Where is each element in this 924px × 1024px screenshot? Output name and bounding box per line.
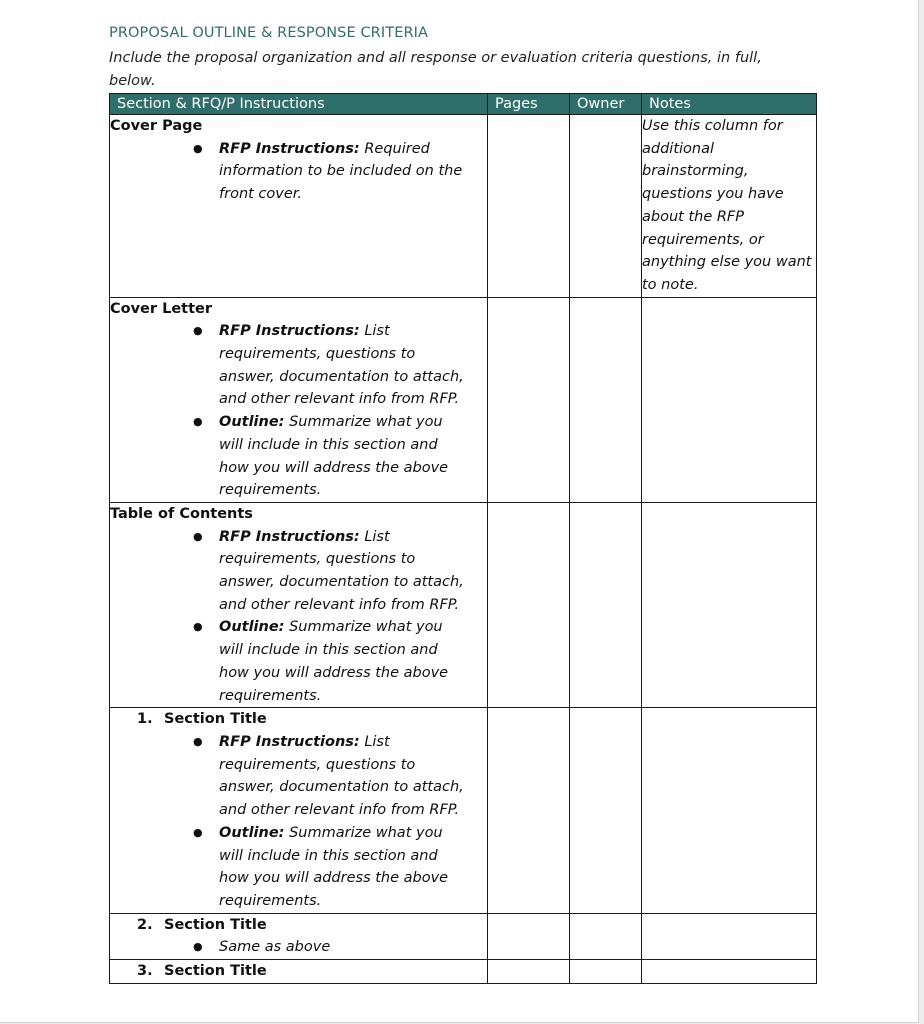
header-pages: Pages [488, 94, 570, 115]
notes-cell: Use this column for additional brainstorming, questions you have about the RFP requirements, or anything else you want to note. [642, 115, 817, 298]
instruction-list [110, 526, 487, 708]
section-title: Section Title [164, 963, 267, 980]
section-cell [110, 913, 488, 959]
item-text: Summarize what you will include in this section and how you will address the above requirements. [219, 824, 449, 909]
section-cell [110, 502, 488, 707]
instruction-list [110, 731, 487, 913]
pages-cell [488, 115, 570, 298]
section-number: 1. [137, 711, 153, 728]
page-subtitle: Include the proposal organization and all response or evaluation criteria questions, in full, below. [109, 50, 762, 89]
section-number: 3. [137, 963, 153, 980]
section-title: Cover Page [110, 118, 203, 134]
owner-cell [570, 913, 642, 959]
notes-cell [642, 960, 817, 984]
item-label: RFP Instructions: [219, 733, 360, 750]
section-title: Section Title [164, 711, 267, 728]
outline-table [109, 93, 817, 984]
notes-cell [642, 297, 817, 502]
item-text: List requirements, questions to answer, documentation to attach, and other relevant info from RFP. [219, 323, 464, 408]
section-number: 2. [137, 916, 153, 933]
list-item [219, 731, 469, 822]
list-item [219, 411, 469, 502]
header-notes: Notes [642, 94, 817, 115]
page-title: PROPOSAL OUTLINE & RESPONSE CRITERIA [109, 25, 429, 41]
section-cell [110, 708, 488, 913]
owner-cell [570, 960, 642, 984]
list-item [219, 526, 469, 617]
table-row [110, 502, 817, 707]
item-label: RFP Instructions: [219, 140, 360, 157]
item-text: List requirements, questions to answer, documentation to attach, and other relevant info from RFP. [219, 528, 464, 613]
item-label: Outline: [219, 824, 285, 841]
item-text: Summarize what you will include in this section and how you will address the above requirements. [219, 619, 449, 704]
instruction-list [110, 138, 487, 206]
notes-cell [642, 502, 817, 707]
section-cell [110, 115, 488, 298]
pages-cell [488, 913, 570, 959]
item-label: RFP Instructions: [219, 528, 360, 545]
pages-cell [488, 708, 570, 913]
table-row [110, 297, 817, 502]
notes-cell [642, 913, 817, 959]
table-row [110, 913, 817, 959]
notes-cell [642, 708, 817, 913]
section-title: Table of Contents [110, 505, 253, 522]
item-text: Required information to be included on the front cover. [219, 140, 463, 203]
list-item [219, 320, 469, 411]
instruction-list [110, 320, 487, 502]
table-row [110, 115, 817, 298]
header-section: Section & RFQ/P Instructions [110, 94, 488, 115]
list-item [219, 138, 469, 206]
section-cell [110, 960, 488, 984]
table-row [110, 708, 817, 913]
owner-cell [570, 115, 642, 298]
pages-cell [488, 297, 570, 502]
list-item [219, 616, 469, 707]
item-label: Outline: [219, 414, 285, 431]
list-item [219, 822, 469, 913]
item-label: Outline: [219, 619, 285, 636]
section-title: Section Title [164, 916, 267, 933]
item-text: Summarize what you will include in this section and how you will address the above requirements. [219, 414, 449, 499]
owner-cell [570, 502, 642, 707]
item-label: RFP Instructions: [219, 323, 360, 340]
owner-cell [570, 297, 642, 502]
header-owner: Owner [570, 94, 642, 115]
table-row [110, 960, 817, 984]
list-item [219, 936, 469, 959]
instruction-list [110, 936, 487, 959]
owner-cell [570, 708, 642, 913]
item-text: Same as above [219, 939, 331, 956]
section-cell [110, 297, 488, 502]
table-header-row [110, 94, 817, 115]
pages-cell [488, 960, 570, 984]
pages-cell [488, 502, 570, 707]
section-title: Cover Letter [110, 300, 213, 317]
item-text: List requirements, questions to answer, documentation to attach, and other relevant info from RFP. [219, 733, 464, 819]
